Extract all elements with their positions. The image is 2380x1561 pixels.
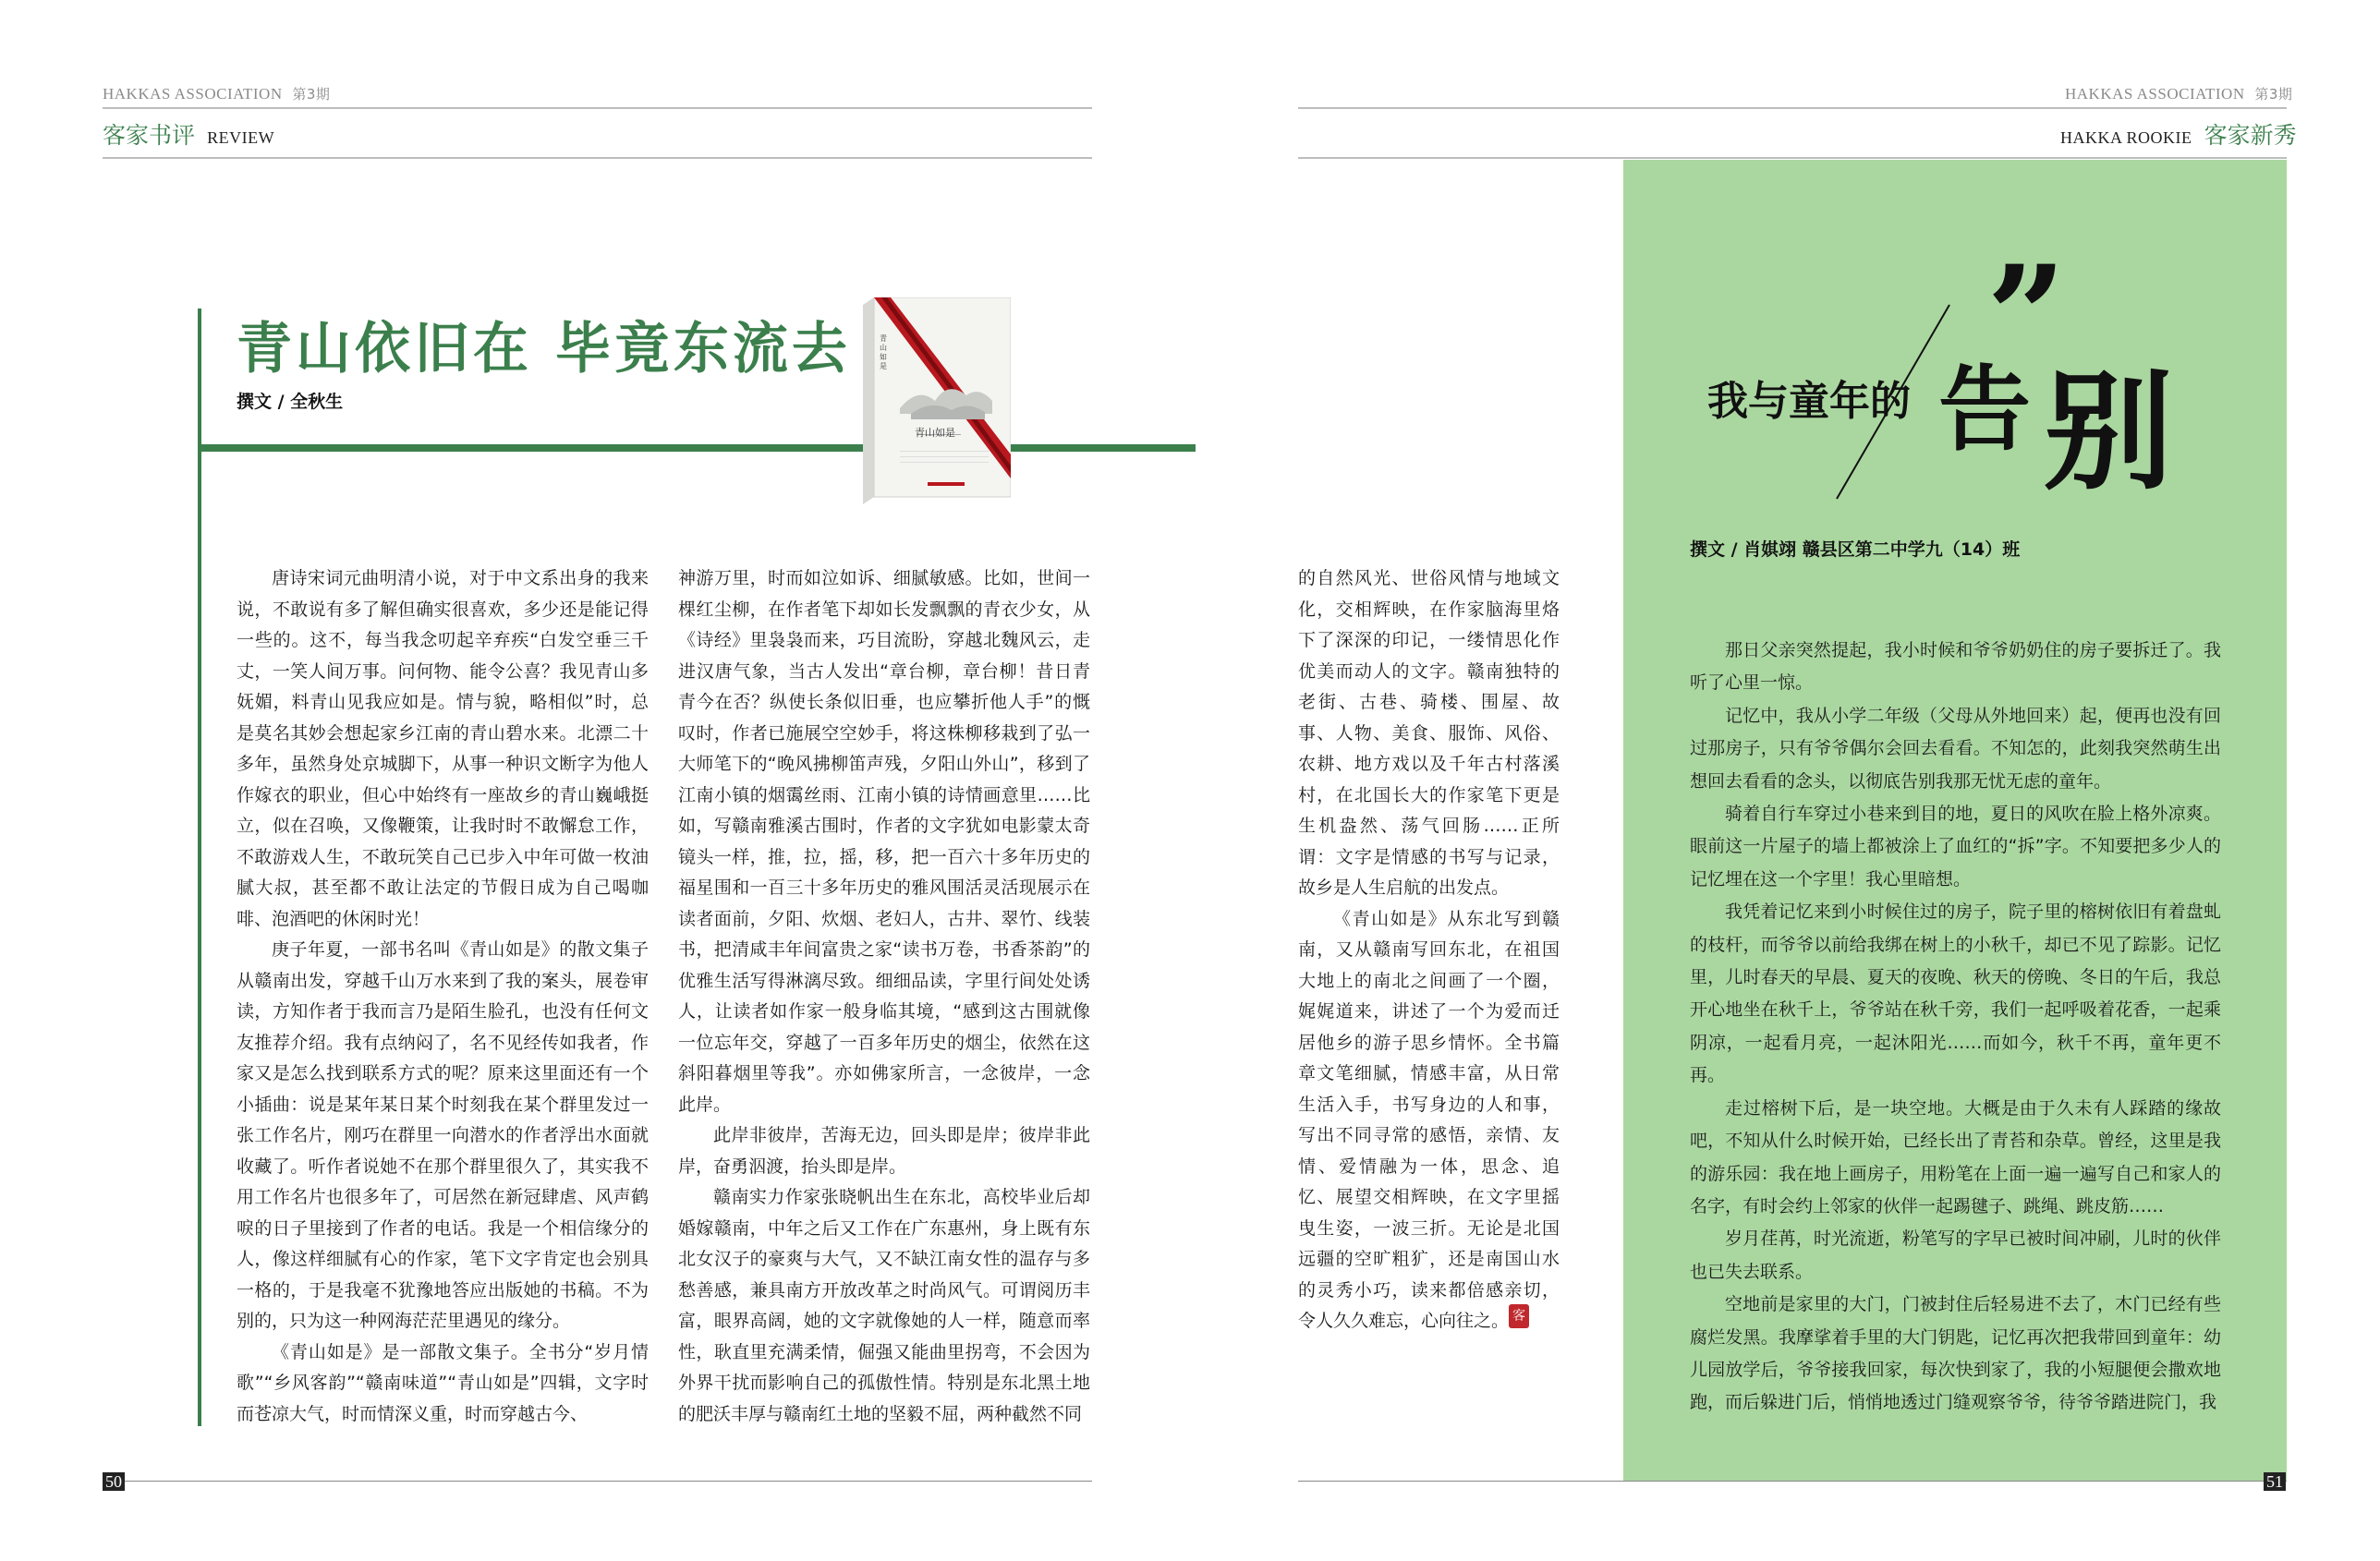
right-header-rule-bottom [1298, 157, 2287, 159]
left-section-label [103, 117, 274, 151]
essay-byline [1690, 536, 2020, 561]
end-mark-icon [1509, 1304, 1529, 1328]
right-section-cn: 客家新秀 [2204, 122, 2297, 149]
essay-byline-label: 撰文 / [1690, 539, 1744, 560]
left-column-2 [678, 563, 1090, 1430]
right-continued-column [1298, 563, 1560, 1337]
left-column-1 [237, 563, 649, 1430]
left-col2-para-1: 神游万里，时而如泣如诉、细腻敏感。比如，世间一棵红尘柳，在作者笔下却如长发飘飘的青衣少女，从《诗经》里袅袅而来，巧目流盼，穿越北魏风云，走进汉唐气象，当古人发出“章台柳，章台柳！昔日青青今在否？纵使长条似旧垂，也应攀折他人手”的慨叹时，作者已施展空空妙手，将这株柳移栽到了弘一大师笔下的“晚风拂柳笛声残，夕阳山外山”，移到了江南小镇的烟霭丝雨、江南小镇的诗情画意里……比如，写赣南雅溪古围时，作者的文字犹如电影蒙太奇镜头一样，推，拉，摇，移，把一百六十多年历史的福星围和一百三十多年历史的雅风围活灵活现展示在读者面前，夕阳、炊烟、老妇人，古井、翠竹、线装书，把清咸丰年间富贵之家“读书万卷，书香茶韵”的优雅生活写得淋漓尽致。细细品读，字里行间处处诱人，让读者如作家一般身临其境，“感到这古围就像一位忘年交，穿越了一百多年历史的烟尘，依然在这斜阳暮烟里等我”。亦如佛家所言，一念彼岸，一念此岸。 [678, 568, 1090, 1115]
book-cover-title: 青山如是 [915, 427, 955, 439]
left-page-number: 50 [103, 1472, 125, 1491]
essay-para-6: 岁月荏苒，时光流逝，粉笔写的字早已被时间冲刷，儿时的伙伴也已失去联系。 [1690, 1228, 2221, 1282]
left-header-magazine [103, 84, 330, 103]
essay-para-2: 记忆中，我从小学二年级（父母从外地回来）起，便再也没有回过那房子，只有爷爷偶尔会回去看看。不知怎的，此刻我突然萌生出想回去看看的念头，以彻底告别我那无忧无虑的童年。 [1690, 705, 2221, 792]
article-title: 青山依旧在 毕竟东流去 [237, 317, 851, 381]
left-col2-para-3: 赣南实力作家张晓帆出生在东北，高校毕业后却婚嫁赣南，中年之后又工作在广东惠州，身上既有东北女汉子的豪爽与大气，又不缺江南女性的温存与多愁善感，兼具南方开放改革之时尚风气。可谓阅历丰富，眼界高阔，她的文字就像她的人一样，随意而率性，耿直里充满柔情，倔强又能曲里拐弯，不会因为外界干扰而影响自己的孤傲性情。特别是东北黑土地的肥沃丰厚与赣南红土地的坚毅不屈，两种截然不同 [678, 1187, 1090, 1424]
essay-title-prefix: 我与童年的 [1707, 378, 1911, 425]
essay-body [1690, 635, 2221, 1420]
left-section-cn: 客家书评 [103, 122, 196, 149]
left-header-magazine-name: HAKKAS ASSOCIATION [103, 85, 283, 103]
essay-para-3: 骑着自行车穿过小巷来到目的地，夏日的风吹在脸上格外凉爽。眼前这一片屋子的墙上都被涂上了血红的“拆”字。不知要把多少人的记忆埋在这一个字里！我心里暗想。 [1690, 804, 2221, 889]
byline-author: 全秋生 [290, 392, 344, 412]
essay-para-7: 空地前是家里的大门，门被封住后轻易进不去了，木门已经有些腐烂发黑。我摩挲着手里的大门钥匙，记忆再次把我带回到童年：幼儿园放学后，爷爷接我回家，每次快到家了，我的小短腿便会撒欢地跑，而后躲进门后，悄悄地透过门缝观察爷爷，待爷爷踏进院门，我 [1690, 1294, 2221, 1413]
left-col1-para-2: 庚子年夏，一部书名叫《青山如是》的散文集子从赣南出发，穿越千山万水来到了我的案头，展卷审读，方知作者于我而言乃是陌生脸孔，也没有任何文友推荐介绍。我有点纳闷了，名不见经传如我者，作家又是怎么找到联系方式的呢？原来这里面还有一个小插曲：说是某年某日某个时刻我在某个群里发过一张工作名片，刚巧在群里一向潜水的作者浮出水面就收藏了。听作者说她不在那个群里很久了，其实我不用工作名片也很多年了，可居然在新冠肆虐、风声鹤唳的日子里接到了作者的电话。我是一个相信缘分的人，像这样细腻有心的作家，笔下文字肯定也会别具一格的，于是我毫不犹豫地答应出版她的书稿。不为别的，只为这一种网海茫茫里遇见的缘分。 [237, 939, 649, 1331]
title-vertical-bar [198, 309, 201, 1426]
right-footer-rule [1298, 1481, 2287, 1482]
essay-para-1: 那日父亲突然提起，我小时候和爷爷奶奶住的房子要拆迁了。我听了心里一惊。 [1690, 640, 2221, 694]
essay-title-big-1: 告 [1938, 355, 2031, 464]
essay-para-5: 走过榕树下后，是一块空地。大概是由于久未有人踩踏的缘故吧，不知从什么时候开始，已经长出了青苔和杂草。曾经，这里是我的游乐园：我在地上画房子，用粉笔在上面一遍一遍写自己和家人的名字，有时会约上邻家的伙伴一起踢毽子、跳绳、跳皮筋…… [1690, 1097, 2221, 1216]
essay-para-4: 我凭着记忆来到小时候住过的房子，院子里的榕树依旧有着盘虬的枝杆，而爷爷以前给我绑在树上的小秋千，却已不见了踪影。记忆里，儿时春天的早晨、夏天的夜晚、秋天的傍晚、冬日的午后，我总开心地坐在秋千上，爷爷站在秋千旁，我们一起呼吸着花香，一起乘阴凉，一起看月亮，一起沐阳光……而如今，秋千不再，童年更不再。 [1690, 902, 2221, 1086]
right-section-en: HAKKA ROOKIE [2060, 128, 2192, 147]
left-header-issue: 第3期 [292, 86, 331, 103]
essay-title-big-2: 别 [2044, 357, 2174, 508]
left-footer-rule [103, 1481, 1092, 1482]
right-page-number: 51 [2264, 1472, 2286, 1491]
book-cover-art [863, 297, 1011, 504]
right-cont-para-2: 《青山如是》从东北写到赣南，又从赣南写回东北，在祖国大地上的南北之间画了一个圈，娓娓道来，讲述了一个为爱而迁居他乡的游子思乡情怀。全书篇章文笔细腻，情感丰富，从日常生活入手，书写身边的人和事，写出不同寻常的感悟，亲情、友情、爱情融为一体，思念、追忆、展望交相辉映，在文字里摇曳生姿，一波三折。无论是北国远疆的空旷粗犷，还是南国山水的灵秀小巧，读来都倍感亲切，令人久久难忘，心向往之。 [1298, 908, 1560, 1331]
title-horizontal-bar [198, 444, 1196, 452]
right-section-label [2060, 117, 2297, 151]
right-header-issue: 第3期 [2254, 86, 2293, 103]
book-spine-text: 青山如是 [880, 334, 887, 370]
essay-title-quote: ” [1986, 236, 2067, 398]
right-cont-para-1: 的自然风光、世俗风情与地域文化，交相辉映，在作家脑海里烙下了深深的印记，一缕情思化作优美而动人的文字。赣南独特的老街、古巷、骑楼、围屋、故事、人物、美食、服饰、风俗、农耕、地方戏以及千年古村落溪村，在北国长大的作家笔下更是生机盎然、荡气回肠……正所谓：文字是情感的书写与记录，故乡是人生启航的出发点。 [1298, 568, 1560, 898]
left-header-rule-top [103, 107, 1092, 109]
left-col1-para-1: 唐诗宋词元曲明清小说，对于中文系出身的我来说，不敢说有多了解但确实很喜欢，多少还是能记得一些的。这不，每当我念叨起辛弃疾“白发空垂三千丈，一笑人间万事。问何物、能令公喜？我见青山多妩媚，料青山见我应如是。情与貌，略相似”时，总是莫名其妙会想起家乡江南的青山碧水来。北漂二十多年，虽然身处京城脚下，从事一种识文断字为他人作嫁衣的职业，但心中始终有一座故乡的青山巍峨挺立，似在召唤，又像鞭策，让我时时不敢懈怠工作，不敢游戏人生，不敢玩笑自己已步入中年可做一枚油腻大叔，甚至都不敢让法定的节假日成为自己喝咖啡、泡酒吧的休闲时光！ [237, 568, 649, 929]
right-header-magazine-name: HAKKAS ASSOCIATION [2065, 85, 2245, 103]
essay-byline-author: 肖娸翊 赣县区第二中学九（14）班 [1743, 539, 2021, 560]
left-col2-para-2: 此岸非彼岸，苦海无边，回头即是岸；彼岸非此岸，奋勇泅渡，抬头即是岸。 [678, 1125, 1090, 1177]
byline-label: 撰文 / [237, 392, 291, 412]
left-header-rule-bottom [103, 157, 1092, 159]
left-section-en: REVIEW [207, 128, 275, 147]
end-mark-text: 客 [1512, 1309, 1525, 1324]
book-cover [863, 297, 1011, 504]
article-byline [237, 388, 343, 413]
left-col1-para-3: 《青山如是》是一部散文集子。全书分“岁月情歌”“乡风客韵”“赣南味道”“青山如是”四辑，文字时而苍凉大气，时而情深义重，时而穿越古今、 [237, 1341, 649, 1424]
right-header-rule-top [1298, 107, 2287, 109]
right-header-magazine [2065, 84, 2292, 103]
